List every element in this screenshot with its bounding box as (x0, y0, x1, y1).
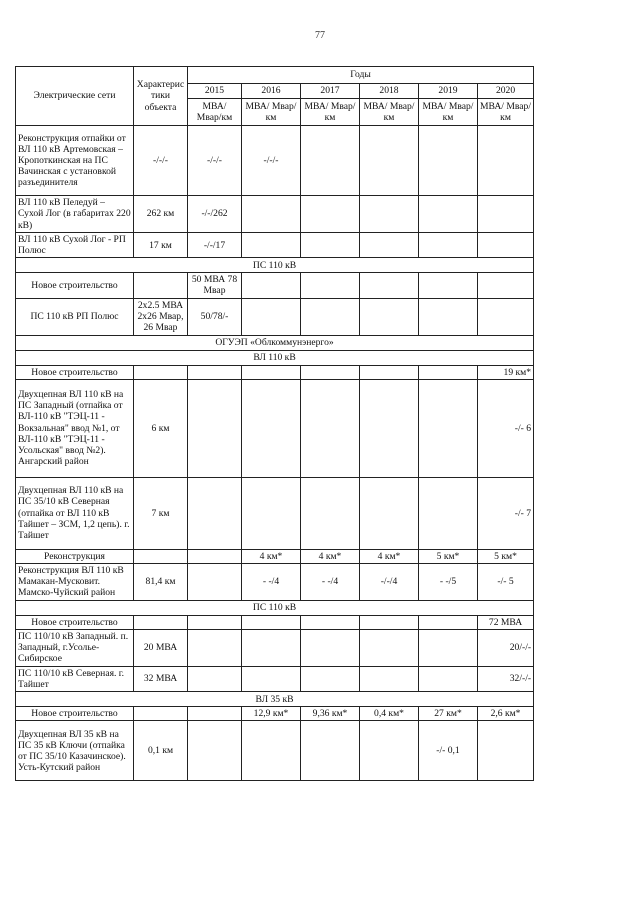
cell-2020: 19 км* (478, 365, 534, 379)
row-name: Двухцепная ВЛ 110 кВ на ПС Западный (отпайка от ВЛ-110 кВ "ТЭЦ-11 - Вокзальная" ввод №1, от ВЛ-110 кВ "ТЭЦ-11 - Усольская" ввод №2). Ангарский район (16, 379, 134, 477)
cell-2019 (419, 298, 478, 335)
cell-2017 (301, 477, 360, 549)
cell-2018 (360, 379, 419, 477)
table-row (16, 477, 534, 549)
cell-2018 (360, 233, 419, 258)
row-name: ПС 110 кВ РП Полюс (16, 298, 134, 335)
cell-2018 (360, 615, 419, 629)
cell-2020 (478, 233, 534, 258)
table-row (16, 549, 534, 563)
row-name: Реконструкция ВЛ 110 кВ Мамакан-Мусковит. Мамско-Чуйский район (16, 563, 134, 600)
cell-2017 (301, 365, 360, 379)
unit-2015: МВА/ Мвар/км (188, 99, 242, 126)
row-name: Новое строительство (16, 707, 134, 721)
cell-2019: 5 км* (419, 549, 478, 563)
row-characteristics: 7 км (134, 477, 188, 549)
row-characteristics: 32 МВА (134, 666, 188, 691)
cell-2016: -/-/- (242, 126, 301, 196)
cell-2020: -/- 7 (478, 477, 534, 549)
year-2018: 2018 (360, 84, 419, 99)
cell-2020: -/- 6 (478, 379, 534, 477)
cell-2020: -/- 5 (478, 563, 534, 600)
row-characteristics: 81,4 км (134, 563, 188, 600)
year-2016: 2016 (242, 84, 301, 99)
cell-2016 (242, 298, 301, 335)
section-header: ПС 110 кВ (16, 600, 534, 615)
cell-2017: 9,36 км* (301, 707, 360, 721)
row-characteristics (134, 707, 188, 721)
table-row (16, 298, 534, 335)
section-header: ВЛ 35 кВ (16, 692, 534, 707)
cell-2015: 50 МВА 78 Мвар (188, 273, 242, 298)
cell-2019 (419, 629, 478, 666)
cell-2015 (188, 365, 242, 379)
table-row (16, 707, 534, 721)
row-characteristics: 6 км (134, 379, 188, 477)
cell-2016 (242, 477, 301, 549)
cell-2015 (188, 563, 242, 600)
row-characteristics: 0,1 км (134, 721, 188, 781)
organization-header: ОГУЭП «Облкоммунэнерго» (16, 335, 534, 350)
cell-2016 (242, 233, 301, 258)
cell-2018: 4 км* (360, 549, 419, 563)
cell-2019 (419, 233, 478, 258)
cell-2020 (478, 298, 534, 335)
cell-2016: 12,9 км* (242, 707, 301, 721)
unit-2020: МВА/ Мвар/км (478, 99, 534, 126)
row-characteristics (134, 549, 188, 563)
row-name: Двухцепная ВЛ 35 кВ на ПС 35 кВ Ключи (отпайка от ПС 35/10 Казачинское). Усть-Кутский район (16, 721, 134, 781)
cell-2015 (188, 707, 242, 721)
cell-2020: 2,6 км* (478, 707, 534, 721)
row-name: Новое строительство (16, 615, 134, 629)
cell-2020: 32/-/- (478, 666, 534, 691)
cell-2015: -/-/17 (188, 233, 242, 258)
cell-2017 (301, 196, 360, 233)
section-header: ПС 110 кВ (16, 258, 534, 273)
cell-2015 (188, 615, 242, 629)
cell-2018 (360, 196, 419, 233)
year-2015: 2015 (188, 84, 242, 99)
cell-2020: 72 МВА (478, 615, 534, 629)
row-name: Новое строительство (16, 273, 134, 298)
table-row (16, 615, 534, 629)
row-name: Двухцепная ВЛ 110 кВ на ПС 35/10 кВ Северная (отпайка от ВЛ 110 кВ Тайшет – ЗСМ, 1,2 цепь). г. Тайшет (16, 477, 134, 549)
cell-2020: 5 км* (478, 549, 534, 563)
cell-2016 (242, 615, 301, 629)
table-row (16, 563, 534, 600)
year-2017: 2017 (301, 84, 360, 99)
cell-2017 (301, 629, 360, 666)
row-characteristics: 20 МВА (134, 629, 188, 666)
row-name: ВЛ 110 кВ Пеледуй – Сухой Лог (в габаритах 220 кВ) (16, 196, 134, 233)
row-characteristics: 2х2.5 МВА 2х26 Мвар, 26 Мвар (134, 298, 188, 335)
row-name: ВЛ 110 кВ Сухой Лог - РП Полюс (16, 233, 134, 258)
section-row (16, 692, 534, 707)
cell-2017 (301, 233, 360, 258)
cell-2019 (419, 379, 478, 477)
cell-2019 (419, 477, 478, 549)
table-row (16, 196, 534, 233)
cell-2016 (242, 196, 301, 233)
cell-2016: - -/4 (242, 563, 301, 600)
cell-2019: - -/5 (419, 563, 478, 600)
table-row (16, 126, 534, 196)
cell-2015 (188, 477, 242, 549)
row-characteristics (134, 615, 188, 629)
section-row (16, 600, 534, 615)
section-row (16, 258, 534, 273)
cell-2019 (419, 365, 478, 379)
table-row (16, 666, 534, 691)
row-characteristics (134, 365, 188, 379)
row-name: Реконструкция отпайки от ВЛ 110 кВ Артемовская – Кропоткинская на ПС Вачинская с установкой разъединителя (16, 126, 134, 196)
cell-2020 (478, 196, 534, 233)
power-grid-table (15, 66, 534, 781)
cell-2019 (419, 126, 478, 196)
cell-2017 (301, 666, 360, 691)
cell-2018: 0,4 км* (360, 707, 419, 721)
row-name: ПС 110/10 кВ Северная. г. Тайшет (16, 666, 134, 691)
row-characteristics (134, 273, 188, 298)
cell-2015 (188, 379, 242, 477)
cell-2015 (188, 666, 242, 691)
cell-2016 (242, 629, 301, 666)
cell-2019 (419, 666, 478, 691)
cell-2017: - -/4 (301, 563, 360, 600)
cell-2015 (188, 549, 242, 563)
table-row (16, 233, 534, 258)
cell-2017 (301, 273, 360, 298)
row-name: Новое строительство (16, 365, 134, 379)
cell-2020 (478, 126, 534, 196)
cell-2018 (360, 721, 419, 781)
row-characteristics: -/-/- (134, 126, 188, 196)
cell-2018 (360, 298, 419, 335)
cell-2018 (360, 273, 419, 298)
cell-2016: 4 км* (242, 549, 301, 563)
cell-2017 (301, 379, 360, 477)
unit-2018: МВА/ Мвар/км (360, 99, 419, 126)
cell-2015: 50/78/- (188, 298, 242, 335)
cell-2017 (301, 126, 360, 196)
cell-2017 (301, 615, 360, 629)
table-row (16, 629, 534, 666)
cell-2018 (360, 126, 419, 196)
table-row (16, 273, 534, 298)
cell-2015 (188, 629, 242, 666)
row-name: Реконструкция (16, 549, 134, 563)
row-characteristics: 17 км (134, 233, 188, 258)
cell-2016 (242, 379, 301, 477)
cell-2020 (478, 273, 534, 298)
year-2019: 2019 (419, 84, 478, 99)
section-row (16, 335, 534, 350)
cell-2017 (301, 721, 360, 781)
header-years: Годы (188, 67, 534, 84)
cell-2016 (242, 721, 301, 781)
page-number: 77 (315, 30, 325, 41)
cell-2019 (419, 196, 478, 233)
cell-2019 (419, 615, 478, 629)
year-2020: 2020 (478, 84, 534, 99)
cell-2015: -/-/- (188, 126, 242, 196)
cell-2018 (360, 666, 419, 691)
table-row (16, 379, 534, 477)
unit-2016: МВА/ Мвар/км (242, 99, 301, 126)
cell-2020: 20/-/- (478, 629, 534, 666)
unit-2017: МВА/ Мвар/км (301, 99, 360, 126)
cell-2017: 4 км* (301, 549, 360, 563)
cell-2016 (242, 365, 301, 379)
unit-2019: МВА/ Мвар/км (419, 99, 478, 126)
header-characteristics: Характерис тики объекта (134, 67, 188, 126)
section-row (16, 350, 534, 365)
cell-2017 (301, 298, 360, 335)
cell-2019: -/- 0,1 (419, 721, 478, 781)
cell-2018 (360, 629, 419, 666)
header-networks: Электрические сети (16, 67, 134, 126)
section-header: ВЛ 110 кВ (16, 350, 534, 365)
cell-2018 (360, 365, 419, 379)
cell-2020 (478, 721, 534, 781)
row-characteristics: 262 км (134, 196, 188, 233)
table-row (16, 365, 534, 379)
cell-2018: -/-/4 (360, 563, 419, 600)
row-name: ПС 110/10 кВ Западный. п. Западный, г.Усолье-Сибирское (16, 629, 134, 666)
cell-2019 (419, 273, 478, 298)
cell-2016 (242, 273, 301, 298)
table-row (16, 721, 534, 781)
cell-2015: -/-/262 (188, 196, 242, 233)
cell-2015 (188, 721, 242, 781)
cell-2019: 27 км* (419, 707, 478, 721)
cell-2018 (360, 477, 419, 549)
cell-2016 (242, 666, 301, 691)
